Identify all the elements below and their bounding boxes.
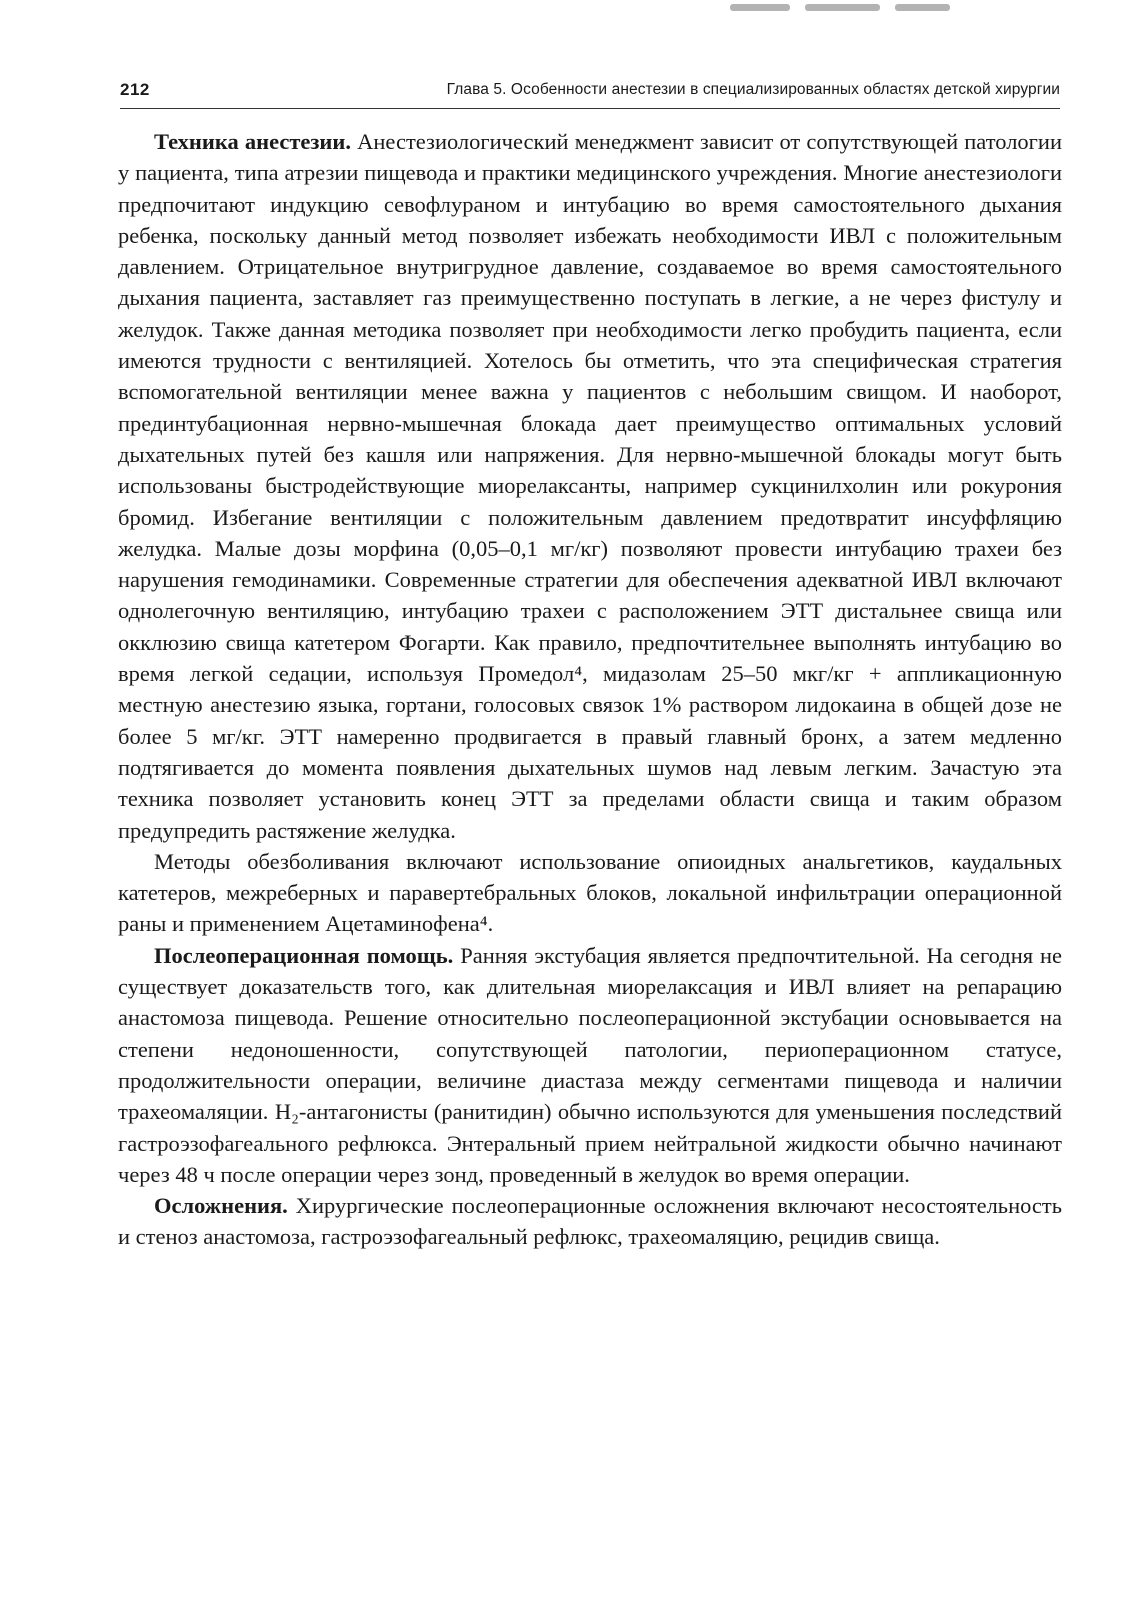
scan-mark: [805, 4, 880, 11]
page-header: [120, 72, 1060, 109]
page-number: 212: [120, 80, 150, 99]
paragraph-postoperative-care: [118, 940, 1062, 1190]
paragraph-anesthesia-technique: [118, 126, 1062, 846]
page-body: [118, 126, 1062, 1253]
paragraph-text: Ранняя экстубация является предпочтительной. На сегодня не существует доказательств того, как длительная миорелаксация и ИВЛ влияет на репарацию анастомоза пищевода. Решение относительно послеоперационной экстубации основывается на степени недоношенности, сопутствующей патологии, периоперационном статусе, продолжительности операции, величине диастаза между сегментами пищевода и наличии трахеомаляции. H₂-антагонисты (ранитидин) обычно используются для уменьшения последствий гастроэзофагеального рефлюкса. Энтеральный прием нейтральной жидкости обычно начинают через 48 ч после операции через зонд, проведенный в желудок во время операции.: [118, 942, 1062, 1187]
paragraph-lead: Осложнения.: [154, 1193, 288, 1219]
scan-artifact-marks: [730, 0, 960, 14]
paragraph-analgesia: [118, 846, 1062, 940]
scan-mark: [895, 4, 950, 11]
paragraph-lead: Послеоперационная помощь.: [154, 942, 454, 968]
scan-mark: [730, 4, 790, 11]
paragraph-text: Анестезиологический менеджмент зависит от сопутствующей патологии у пациента, типа атрезии пищевода и практики медицинского учреждения. Многие анестезиологи предпочитают индукцию севофлураном и интубацию во время самостоятельного дыхания ребенка, поскольку данный метод позволяет избежать необходимости ИВЛ с положительным давлением. Отрицательное внутригрудное давление, создаваемое во время самостоятельного дыхания пациента, заставляет газ преимущественно поступать в легкие, а не через фистулу и желудок. Также данная методика позволяет при необходимости легко пробудить пациента, если имеются трудности с вентиляцией. Хотелось бы отметить, что эта специфическая стратегия вспомогательной вентиляции менее важна у пациентов с небольшим свищом. И наоборот, прединтубационная нервно-мышечная блокада дает преимущество оптимальных условий дыхательных путей без кашля или напряжения. Для нервно-мышечной блокады могут быть использованы быстродействующие миорелаксанты, например сукцинилхолин или рокурония бромид. Избегание вентиляции с положительным давлением предотвратит инсуффляцию желудка. Малые дозы морфина (0,05–0,1 мг/кг) позволяют провести интубацию трахеи без нарушения гемодинамики. Современные стратегии для обеспечения адекватной ИВЛ включают однолегочную вентиляцию, интубацию трахеи с расположением ЭТТ дистальнее свища или окклюзию свища катетером Фогарти. Как правило, предпочтительнее выполнять интубацию во время легкой седации, используя Промедол⁴, мидазолам 25–50 мкг/кг + аппликационную местную анестезию языка, гортани, голосовых связок 1% раствором лидокаина в общей дозе не более 5 мг/кг. ЭТТ намеренно продвигается в правый главный бронх, а затем медленно подтягивается до момента появления дыхательных шумов над левым легким. Зачастую эта техника позволяет установить конец ЭТТ за пределами области свища и таким образом предупредить растяжение желудка.: [118, 129, 1062, 843]
paragraph-complications: [118, 1190, 1062, 1253]
paragraph-text: Хирургические послеоперационные осложнения включают несостоятельность и стеноз анастомоза, гастроэзофагеальный рефлюкс, трахеомаляцию, рецидив свища.: [118, 1193, 1062, 1250]
chapter-title: Глава 5. Особенности анестезии в специализированных областях детской хирургии: [446, 81, 1060, 98]
paragraph-text: Методы обезболивания включают использование опиоидных анальгетиков, каудальных катетеров, межреберных и паравертебральных блоков, локальной инфильтрации операционной раны и применением Ацетаминофена⁴.: [118, 848, 1062, 937]
paragraph-lead: Техника анестезии.: [154, 129, 351, 154]
